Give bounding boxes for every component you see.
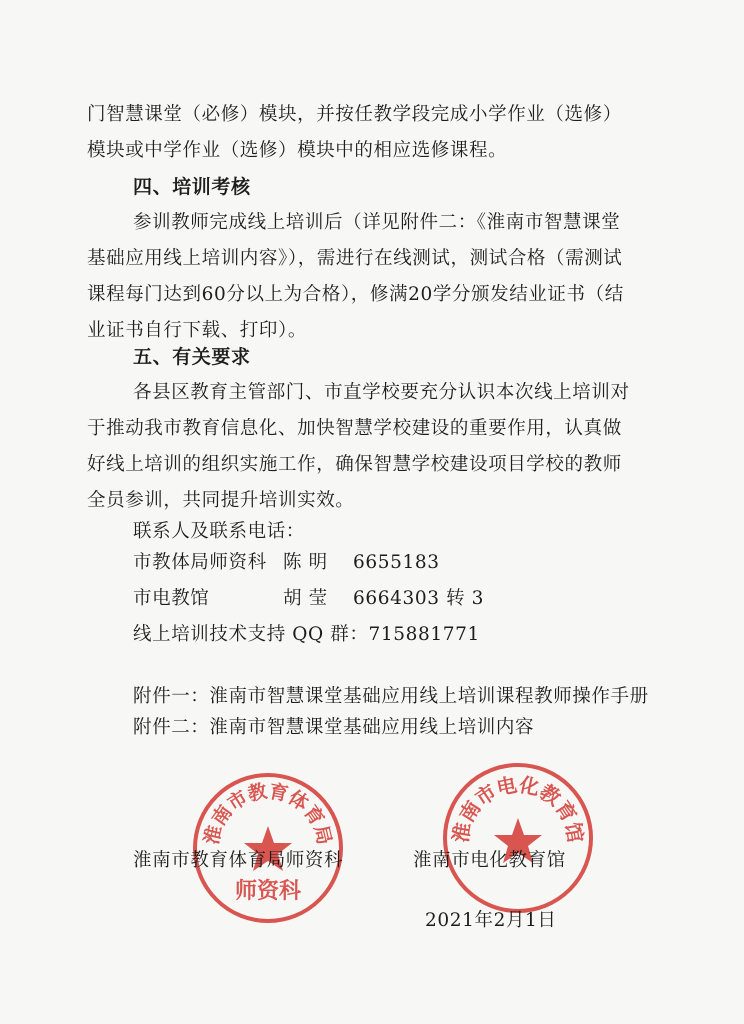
paragraph-line: 门智慧课堂（必修）模块，并按任教学段完成小学作业（选修） xyxy=(87,104,622,125)
contact-org: 市教体局师资科 xyxy=(133,552,267,573)
signature-left: 淮南市教育体育局师资科 xyxy=(133,850,344,871)
section-heading-assessment: 四、培训考核 xyxy=(133,176,251,198)
paragraph-line: 业证书自行下载、打印）。 xyxy=(87,320,307,341)
paragraph-line: 全员参训，共同提升培训实效。 xyxy=(87,490,355,511)
contact-name: 胡 莹 xyxy=(283,588,328,609)
seal-left-arc-text: 淮南市教育体育局 xyxy=(200,780,336,847)
signature-right: 淮南市电化教育馆 xyxy=(413,850,566,871)
attachment-1: 附件一：淮南市智慧课堂基础应用线上培训课程教师操作手册 xyxy=(133,686,649,707)
paragraph-line: 各县区教育主管部门、市直学校要充分认识本次线上培训对 xyxy=(133,382,630,403)
paragraph-line: 课程每门达到60分以上为合格），修满20学分颁发结业证书（结 xyxy=(87,284,624,305)
document-date: 2021年2月1日 xyxy=(425,910,557,931)
attachment-2: 附件二：淮南市智慧课堂基础应用线上培训内容 xyxy=(133,717,535,738)
contacts-label: 联系人及联系电话： xyxy=(133,521,305,542)
seal-left-bottom-text: 师资科 xyxy=(234,879,302,904)
paragraph-line: 基础应用线上培训内容》），需进行在线测试，测试合格（需测试 xyxy=(87,248,623,269)
contact-row xyxy=(133,550,440,576)
contact-name: 陈 明 xyxy=(283,552,328,573)
contact-org: 市电教馆 xyxy=(133,588,210,609)
contact-row xyxy=(133,586,484,612)
paragraph-line: 于推动我市教育信息化、加快智慧学校建设的重要作用，认真做 xyxy=(87,418,622,439)
seal-right xyxy=(440,760,596,916)
section-heading-requirements: 五、有关要求 xyxy=(133,346,251,368)
qq-support: 线上培训技术支持 QQ 群：715881771 xyxy=(133,624,480,645)
paragraph-line: 参训教师完成线上培训后（详见附件二：《淮南市智慧课堂 xyxy=(133,212,621,233)
paragraph-line: 好线上培训的组织实施工作，确保智慧学校建设项目学校的教师 xyxy=(87,454,622,475)
contact-phone: 6664303 转 3 xyxy=(353,588,485,609)
paragraph-line: 模块或中学作业（选修）模块中的相应选修课程。 xyxy=(87,140,508,161)
seal-right-arc-text: 淮南市电化教育馆 xyxy=(448,772,588,845)
contact-phone: 6655183 xyxy=(353,552,440,573)
